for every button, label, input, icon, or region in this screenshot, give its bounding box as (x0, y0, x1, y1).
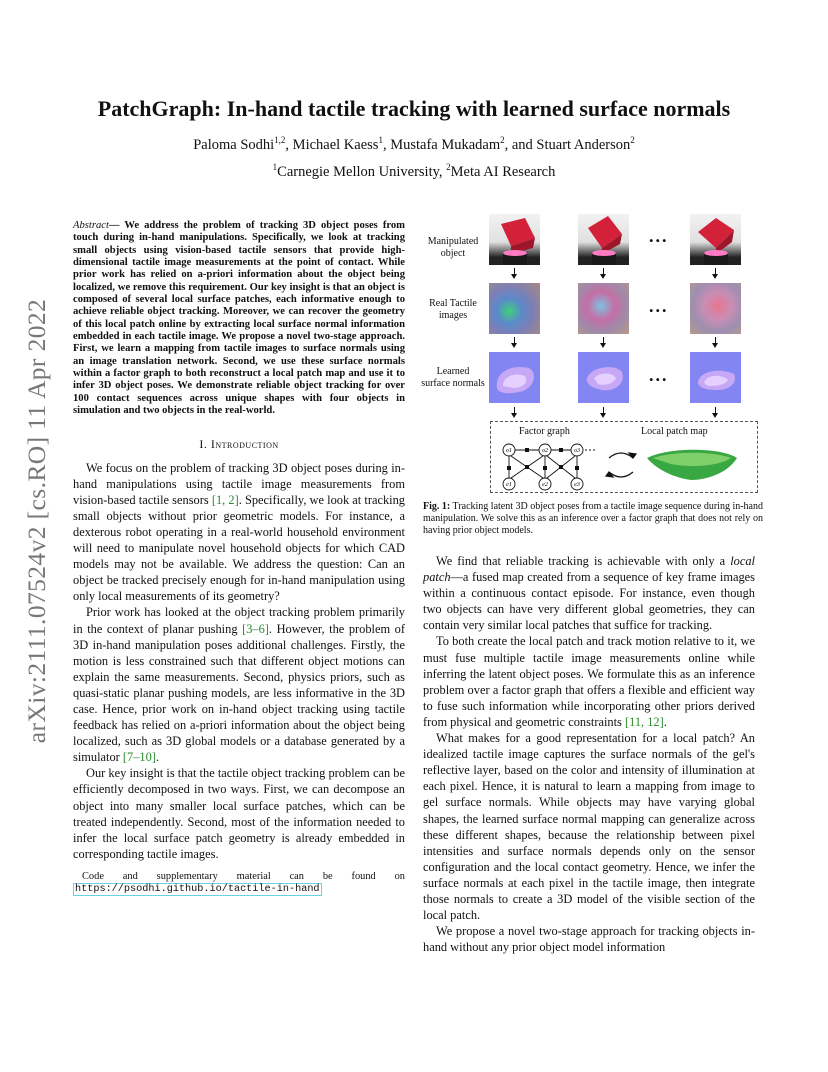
normal-blob-icon (578, 352, 629, 403)
ellipsis: ... (649, 365, 669, 385)
author-affil-mark: 1,2 (274, 135, 286, 145)
author-affil-mark: 1 (378, 135, 383, 145)
ellipsis: ... (649, 296, 669, 316)
figure-1 (423, 200, 763, 500)
object-photo (489, 214, 540, 265)
footnote (73, 871, 405, 896)
tactile-image (578, 283, 629, 334)
author-affil-mark: 2 (500, 135, 505, 145)
text-run: . (155, 750, 160, 765)
abstract-text: — We address the problem of tracking 3D object poses from touch during in-hand manipulations. Specifically, we look at tracking small objects using vision-based tactile sensors that provide high-dimensional tactile image measurements at the point of contact. While prior work has relied on a-priori information about the object being localized, we remove this requirement. Our key insight is that an object is composed of several local surface patches, each informative enough to achieve reliable object tracking. Moreover, we can recover the geometry of this local patch online by extracting local surface normal information embedded in each tactile image. We propose a novel two-stage approach. First, we learn a mapping from tactile images to surface normals using an image translation network. Second, we use these surface normals within a factor graph to both reconstruct a local patch map and use it to infer 3D object poses. We demonstrate reliable object tracking for over 100 contact sequences across unique shapes with four objects in simulation and two objects in the real-world. (73, 220, 405, 417)
author-name: Paloma Sodhi (193, 136, 275, 153)
arxiv-watermark (17, 286, 57, 756)
cycle-arrows-icon (606, 453, 636, 477)
row-label-surface-normals: Learned surface normals (421, 366, 485, 389)
author-name: and Stuart Anderson (511, 136, 631, 153)
factor-graph-diagram (491, 436, 757, 492)
affil-meta: Meta AI Research (450, 163, 556, 180)
abstract (73, 220, 405, 418)
intro-paragraph-3: Our key insight is that the tactile object tracking problem can be efficiently decomposed in two ways. First, we can decompose an object into many smaller local surface patches, which can be treated independently. Second, most of the information needed to infer the local surface patch geometry is already embedded in corresponding tactile images. (73, 766, 405, 861)
factor-graph-label: Factor graph (519, 426, 570, 437)
arxiv-id: arXiv:2111.07524v2 [cs.RO] 11 Apr 2022 (22, 298, 51, 744)
node-label: o2 (542, 448, 548, 454)
right-paragraph-1 (423, 553, 755, 633)
right-paragraph-3: What makes for a good representation for a local patch? An idealized tactile image captures the surface normals of the gel's reflective layer, based on the color and intensity of illumination at each pixel. Hence, it is natural to learn a mapping from image to gel surface normals. While objects may have varying global shapes, the learned surface normal mapping can generalize across these different shapes, because the relationship between pixel intensities and surface normals depends only on the sensor configuration and the local contact geometry. Hence, we infer the surface normals at each pixel in the tactile image, then integrate those normals to create a 3D model of the visible section of the local patch. (423, 731, 755, 923)
text-run: We find that reliable tracking is achievable with only a (436, 554, 731, 568)
citation-link[interactable]: [11, 12] (624, 714, 664, 729)
text-run: Prior work has looked at the object tracking problem primarily in the context of planar pushing (73, 605, 405, 636)
text-run: To both create the local patch and track motion relative to it, we must fuse multiple tactile image measurements online while inferring the latent object poses. We formulate this as an inference problem over a factor graph that offers a flexible and efficient way to fuse such information while incorporating other priors derived from physical and geometric constraints (423, 634, 755, 729)
affil-mark: 2 (446, 162, 451, 172)
citation-link[interactable]: [3–6] (242, 621, 269, 636)
author-name: Michael Kaess (292, 136, 379, 153)
node-label: o3 (574, 448, 580, 454)
footnote-text: Code and supplementary material can be found on (82, 870, 405, 882)
citation-link[interactable]: [1, 2] (211, 492, 239, 507)
section-title: Introduction (210, 436, 279, 451)
row-label-manipulated-object: Manipulated object (427, 236, 479, 259)
text-run: —a fused map created from a sequence of key frame images within a continuous contact episode. For instance, even though two objects can have very different global geometries, they can contain very similar local patches that suffice for tracking. (423, 570, 755, 633)
text-run: We focus on the problem of tracking 3D object poses during in-hand manipulations using tactile image measurements from vision-based tactile sensors (73, 460, 405, 507)
figure-caption (423, 501, 763, 537)
object-photo (690, 214, 741, 265)
right-paragraph-4: We propose a novel two-stage approach for tracking objects in-hand without any prior object model information (423, 924, 755, 955)
red-cube-icon (578, 214, 629, 265)
text-run: . (663, 714, 667, 729)
patch-map-label: Local patch map (641, 426, 708, 437)
caption-label: Fig. 1: (423, 501, 451, 512)
surface-normal-image (578, 352, 629, 403)
author-list: Paloma Sodhi$^{1,2}$, Michael Kaess$^1$, Mustafa Mukadam$^2$, and Stuart Anderson$^2$ (193, 135, 635, 153)
section-heading-introduction (73, 436, 405, 452)
author-name: Mustafa Mukadam (390, 136, 501, 153)
node-label: e3 (574, 482, 580, 488)
ellipsis: ... (649, 226, 669, 246)
caption-text: Tracking latent 3D object poses from a tactile image sequence during in-hand manipulation. We solve this as an inference over a factor graph that does not rely on having prior object models. (423, 501, 763, 536)
surface-normal-image (690, 352, 741, 403)
affiliations (0, 162, 828, 181)
object-photo (578, 214, 629, 265)
text-run: . However, the problem of 3D in-hand manipulation poses additional challenges. Firstly, the motion is less constrained such that different object motions can explain the same measurements. Second, physics priors, such as quasi-static planar pushing models, are less informative in the 3D case. Hence, prior work on in-hand object tracking using tactile feedback has relied on a-priori information about the object being localized, such as 3D global models or a database generated by a simulator (73, 621, 405, 765)
normal-blob-icon (690, 352, 741, 403)
local-patch-shape-icon (647, 450, 737, 480)
author-affil-mark: 2 (630, 135, 635, 145)
affil-mark: 1 (272, 162, 278, 172)
row-label-tactile-images: Real Tactile images (429, 298, 477, 321)
intro-paragraph-1 (73, 460, 405, 605)
right-column (423, 553, 755, 955)
surface-normal-image (489, 352, 540, 403)
right-paragraph-2 (423, 633, 755, 730)
intro-paragraph-2 (73, 604, 405, 765)
node-label: e2 (542, 482, 548, 488)
text-run: . Specifically, we look at tracking small objects without prior geometric models. For instance, a dexterous robot operating in a real-world household environment will need to manipulate novel household objects for which CAD models may not be available. We address the question: Can an object be tracked precisely enough for in-hand manipulation using only local measurements of its geometry? (73, 492, 405, 604)
factor-graph-box (490, 421, 758, 493)
node-label: o1 (506, 448, 512, 454)
tactile-image (690, 283, 741, 334)
citation-link[interactable]: [7–10] (122, 750, 156, 765)
code-url-link[interactable]: https://psodhi.github.io/tactile-in-hand (75, 883, 320, 895)
section-numeral: I. (199, 436, 208, 451)
normal-blob-icon (489, 352, 540, 403)
tactile-image (489, 283, 540, 334)
left-column (73, 220, 405, 896)
red-cube-icon (489, 214, 540, 265)
red-cube-icon (690, 214, 741, 265)
affil-cmu: Carnegie Mellon University, (277, 163, 447, 180)
emphasis: local patch (423, 554, 755, 585)
paper-title: PatchGraph: In-hand tactile tracking with learned surface normals (97, 96, 731, 121)
abstract-lead: Abstract (73, 220, 109, 231)
node-label: e1 (506, 482, 512, 488)
